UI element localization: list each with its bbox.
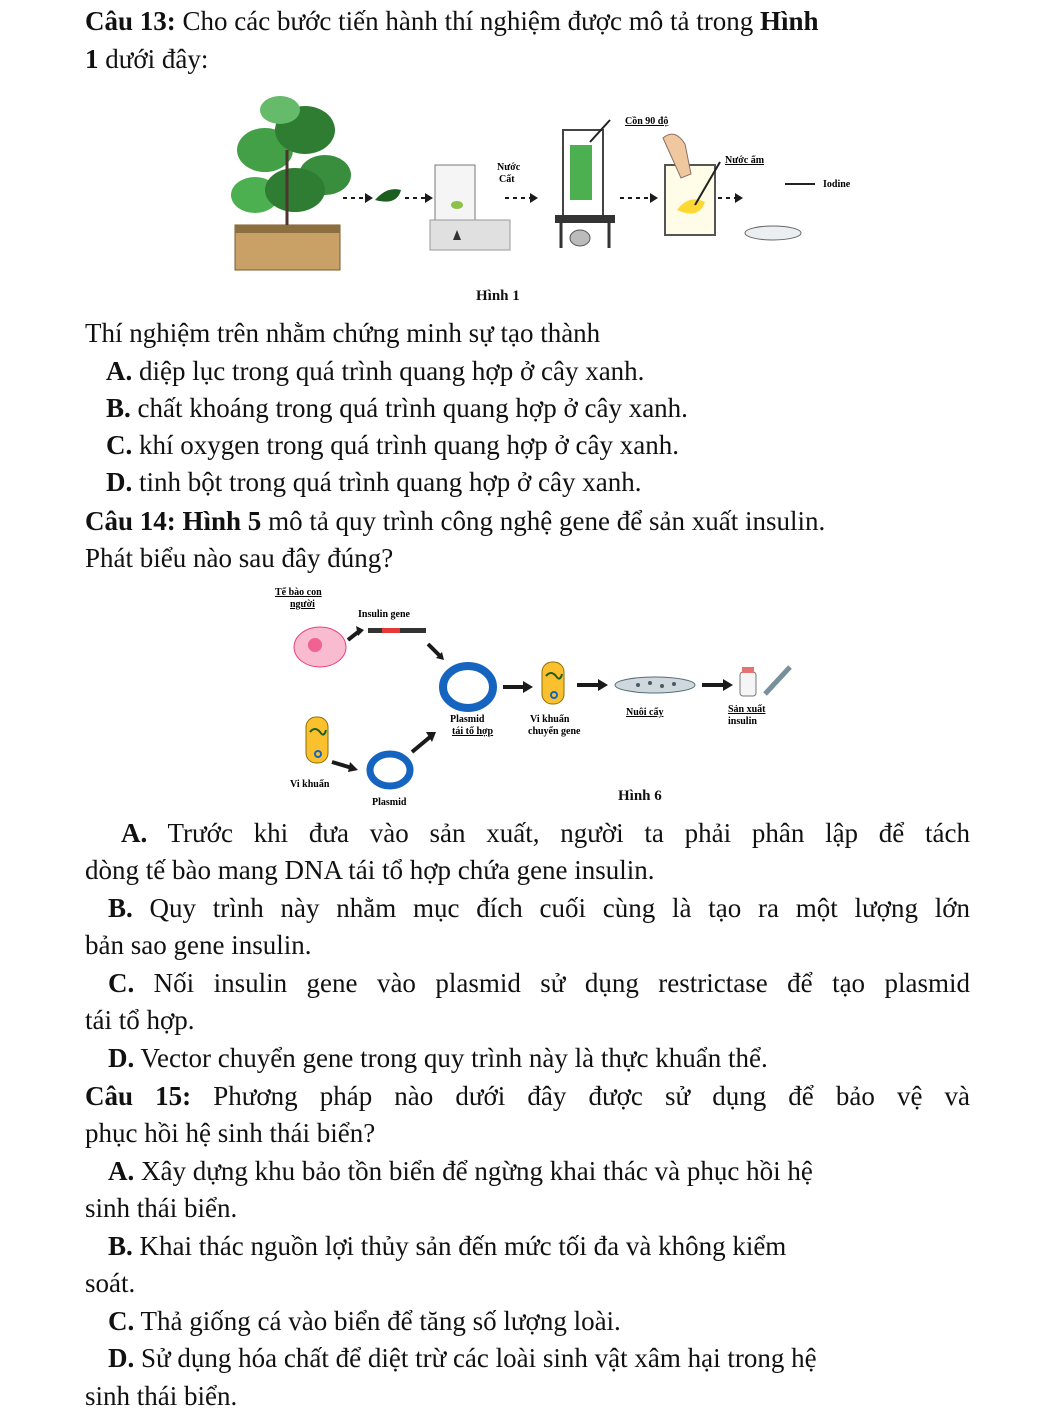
plasmid (370, 754, 410, 786)
q15-option-d-line1: D. Sử dụng hóa chất để diệt trừ các loài sinh vật xâm hại trong hệ (108, 1343, 817, 1373)
q13-option-c: C. khí oxygen trong quá trình quang hợp ở cây xanh. (106, 430, 679, 460)
label-plasmid-tth: Plasmid (450, 714, 485, 725)
label-iodine: Iodine (823, 179, 851, 190)
label-vi-khuan-cg: Vi khuẩn (530, 714, 570, 725)
petri-dish (745, 226, 801, 240)
label-vi-khuan: Vi khuẩn (290, 779, 330, 790)
insulin-vial (740, 672, 756, 696)
beaker-boiling-water (430, 165, 510, 250)
q13-option-b: B. chất khoáng trong quá trình quang hợp ở cây xanh. (106, 393, 688, 423)
q14-option-a-line2: dòng tế bào mang DNA tái tổ hợp chứa gene insulin. (85, 855, 655, 885)
label-nuoi-cay: Nuôi cấy (626, 707, 664, 718)
q13-number: Câu 13: (85, 6, 176, 36)
label-tai-to-hop: tái tổ hợp (452, 726, 494, 737)
q14-stem-line2: Phát biểu nào sau đây đúng? (85, 543, 394, 573)
label-insulin: insulin (728, 716, 757, 727)
label-nuoc: Nước (497, 162, 521, 173)
q15-option-b-line1: B. Khai thác nguồn lợi thủy sản đến mức tối đa và không kiểm (108, 1231, 787, 1261)
figure-6-caption: Hình 6 (618, 788, 662, 804)
q15-stem-line1: Câu 15: Phương pháp nào dưới đây được sử dụng để bảo vệ và (85, 1081, 970, 1111)
label-cat: Cất (499, 174, 515, 185)
culture-dish (615, 677, 695, 693)
q13-stem-line2: 1 dưới đây: (85, 44, 209, 74)
q14-option-b-line2: bản sao gene insulin. (85, 930, 312, 960)
label-con-90: Cồn 90 độ (625, 116, 669, 127)
leaf-shape (375, 189, 401, 202)
label-nguoi: người (290, 599, 315, 610)
label-chuyen-gene: chuyển gene (528, 726, 581, 737)
q13-stem-line1 (85, 4, 819, 38)
alcohol-bath-setup (555, 120, 615, 248)
q15-option-a-line1: A. Xây dựng khu bảo tồn biển để ngừng khai thác và phục hồi hệ (108, 1156, 813, 1186)
q13-question: Thí nghiệm trên nhằm chứng minh sự tạo thành (85, 318, 601, 348)
q15-option-b-line2: soát. (85, 1268, 136, 1298)
plant-pot-illustration (231, 96, 351, 270)
q13-stem-text: Cho các bước tiến hành thí nghiệm được mô tả trong (182, 6, 760, 36)
q14-option-c-line1: C. Nối insulin gene vào plasmid sử dụng restrictase để tạo plasmid (108, 968, 970, 998)
q14-number: Câu 14: (85, 506, 176, 536)
q15-option-a-line2: sinh thái biển. (85, 1193, 238, 1223)
label-plasmid: Plasmid (372, 797, 407, 808)
figure-1-iodine-experiment (225, 90, 875, 280)
label-insulin-gene: Insulin gene (358, 609, 410, 620)
figure-6-insulin-process (270, 582, 810, 812)
q14-stem-line1: Câu 14: Hình 5 mô tả quy trình công nghệ gene để sản xuất insulin. (85, 506, 826, 536)
label-san-xuat: Sản xuất (728, 704, 766, 715)
figure-1-caption: Hình 1 (476, 288, 520, 304)
syringe (765, 667, 790, 694)
q15-number: Câu 15: (85, 1081, 192, 1111)
q14-option-d: D. Vector chuyển gene trong quy trình này là thực khuẩn thể. (108, 1043, 768, 1073)
q13-option-a: A. diệp lục trong quá trình quang hợp ở cây xanh. (106, 356, 645, 386)
recombinant-plasmid (443, 666, 493, 708)
q15-option-c: C. Thả giống cá vào biển để tăng số lượng loài. (108, 1306, 621, 1336)
q13-stem-bold: Hình (759, 6, 819, 36)
q15-stem-line2: phục hồi hệ sinh thái biển? (85, 1118, 376, 1148)
q14-option-a-line1: A. Trước khi đưa vào sản xuất, người ta phải phân lập để tách (121, 818, 970, 848)
label-nuoc-am: Nước ấm (725, 155, 765, 166)
q15-option-d-line2: sinh thái biển. (85, 1381, 238, 1411)
q14-option-c-line2: tái tổ hợp. (85, 1005, 195, 1035)
q13-option-d: D. tinh bột trong quá trình quang hợp ở cây xanh. (106, 467, 642, 497)
q14-option-b-line1: B. Quy trình này nhằm mục đích cuối cùng là tạo ra một lượng lớn (108, 893, 970, 923)
label-te-bao: Tế bào con (275, 587, 322, 598)
